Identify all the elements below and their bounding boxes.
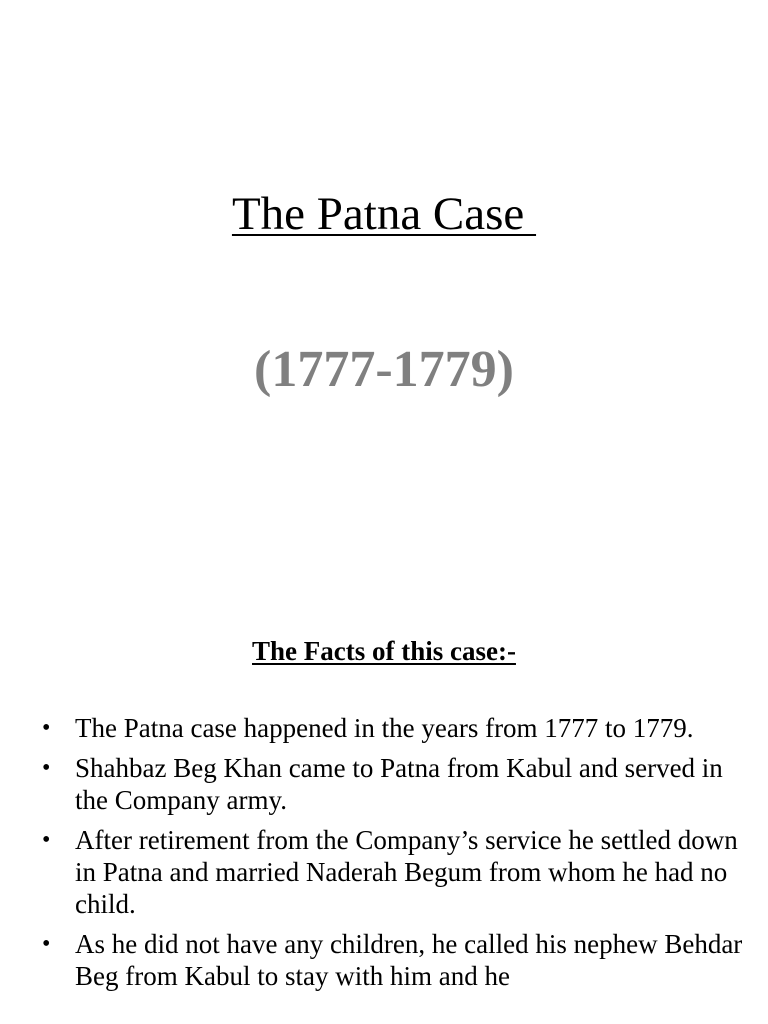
bullet-icon: • — [42, 755, 51, 781]
facts-heading: The Facts of this case:- — [252, 636, 516, 666]
list-item — [38, 712, 753, 744]
years-subtitle: (1777-1779) — [254, 341, 514, 398]
list-item-text: As he did not have any children, he called his nephew Behdar Beg from Kabul to stay with him and he — [75, 929, 743, 991]
bullet-icon: • — [42, 715, 51, 741]
list-item — [38, 824, 753, 920]
bullet-icon: • — [42, 827, 51, 853]
list-item-text: Shahbaz Beg Khan came to Patna from Kabul and served in the Company army. — [75, 753, 723, 815]
list-item-text: After retirement from the Company’s service he settled down in Patna and married Naderah Begum from whom he had no child. — [75, 825, 738, 919]
list-item — [38, 752, 753, 816]
bullet-icon: • — [42, 931, 51, 957]
facts-list — [38, 712, 753, 1000]
list-item — [38, 928, 753, 992]
page-title: The Patna Case — [231, 188, 537, 240]
list-item-text: The Patna case happened in the years from 1777 to 1779. — [75, 713, 694, 743]
